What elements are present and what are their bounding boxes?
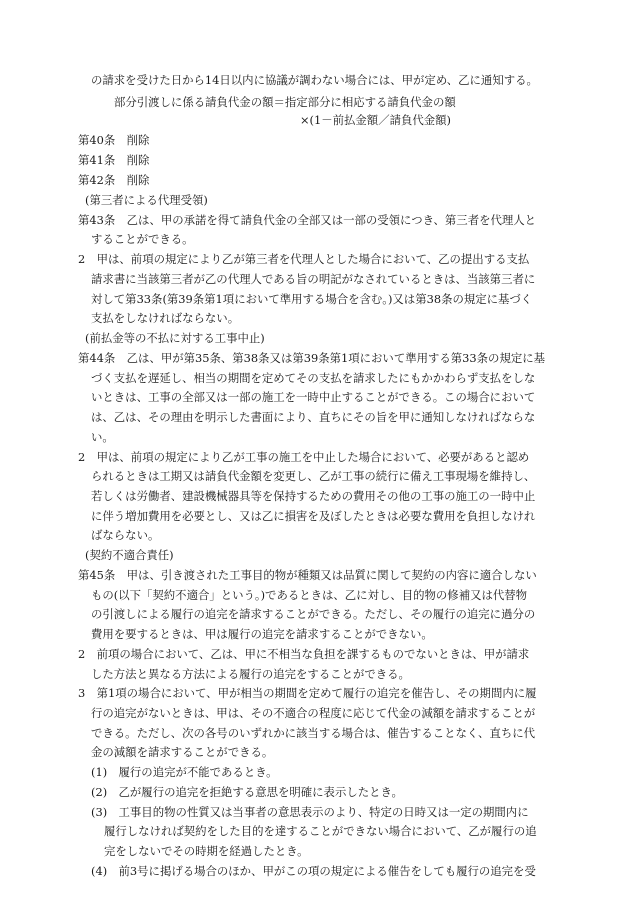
article-45-text: 行の追完がないときは、甲は、その不適合の程度に応じて代金の減額を請求することが: [91, 706, 536, 720]
article-45-text: もの(以下「契約不適合」という。)であるときは、乙に対し、目的物の修補又は代替物: [91, 588, 528, 602]
article-45-text: 費用を要するときは、甲は履行の追完を請求することができない。: [91, 627, 433, 641]
article-44-caption: (前払金等の不払に対する工事中止): [85, 331, 265, 345]
article-43-text: 対して第33条(第39条第1項において準用する場合を含む。)又は第38条の規定に基づく: [91, 292, 533, 306]
article-45-item: (1) 履行の追完が不能であるとき。: [91, 765, 278, 779]
article-44-text: られるときは工期又は請負代金額を変更し、乙が工事の続行に備え工事現場を維持し、: [91, 469, 536, 483]
article-40: 第40条 削除: [78, 133, 150, 147]
article-45-item: (3) 工事目的物の性質又は当事者の意思表示のより、特定の日時又は一定の期間内に: [91, 805, 529, 819]
article-45-item: (4) 前3号に掲げる場合のほか、甲がこの項の規定による催告をしても履行の追完を受: [91, 864, 536, 878]
article-43-text: 請求書に当該第三者が乙の代理人である旨の明記がなされているときは、当該第三者に: [91, 272, 536, 286]
article-45-caption: (契約不適合責任): [85, 548, 174, 562]
article-45-text: できる。ただし、次の各号のいずれかに該当する場合は、催告することなく、直ちに代: [91, 726, 536, 740]
article-41: 第41条 削除: [78, 153, 150, 167]
article-44-text: に伴う増加費用を必要とし、又は乙に損害を及ぼしたときは必要な費用を負担しなけれ: [91, 509, 536, 523]
article-44-text: づく支払を遅延し、相当の期間を定めてその支払を請求したにもかかわらず支払をしな: [91, 371, 536, 385]
article-44-text: い。: [91, 430, 114, 444]
article-45-item: 履行しなければ契約をした目的を達することができない場合において、乙が履行の追: [104, 824, 537, 838]
article-45-text: 3 第1項の場合において、甲が相当の期間を定めて履行の追完を催告し、その期間内に履: [78, 686, 537, 700]
article-45-text: 金の減額を請求することができる。: [91, 745, 274, 759]
article-44-text: 第44条 乙は、甲が第35条、第38条又は第39条第1項において準用する第33条の規定に基: [78, 351, 546, 365]
article-43-caption: (第三者による代理受領): [85, 193, 208, 207]
article-45-text: 2 前項の場合において、乙は、甲に不相当な負担を課するものでないときは、甲が請求: [78, 647, 530, 661]
article-44-text: 2 甲は、前項の規定により乙が工事の施工を中止した場合において、必要があると認め: [78, 450, 530, 464]
article-45-text: した方法と異なる方法による履行の追完をすることができる。: [91, 667, 410, 681]
article-42: 第42条 削除: [78, 173, 150, 187]
intro-line: の請求を受けた日から14日以内に協議が調わない場合には、甲が定め、乙に通知する。: [91, 73, 538, 87]
article-45-item: (2) 乙が履行の追完を拒絶する意思を明確に表示したとき。: [91, 785, 403, 799]
article-44-text: は、乙は、その理由を明示した書面により、直ちにその旨を甲に通知しなければならな: [91, 410, 536, 424]
article-44-text: 若しくは労働者、建設機械器具等を保持するための費用その他の工事の施工の一時中止: [91, 489, 536, 503]
article-43-text: 2 甲は、前項の規定により乙が第三者を代理人とした場合において、乙の提出する支払: [78, 252, 530, 266]
article-45-text: の引渡しによる履行の追完を請求することができる。ただし、その履行の追完に過分の: [91, 607, 536, 621]
article-43-text: 第43条 乙は、甲の承諾を得て請負代金の全部又は一部の受領につき、第三者を代理人と: [78, 213, 537, 227]
formula-line: 部分引渡しに係る請負代金の額＝指定部分に相応する請負代金の額: [114, 95, 456, 109]
article-45-text: 第45条 甲は、引き渡された工事目的物が種類又は品質に関して契約の内容に適合しない: [78, 568, 537, 582]
formula-line: ×(1－前払金額／請負代金額): [300, 113, 451, 127]
article-44-text: ばならない。: [91, 528, 160, 542]
article-44-text: いときは、工事の全部又は一部の施工を一時中止することができる。この場合において: [91, 390, 536, 404]
article-45-item: 完をしないでその時期を経過したとき。: [104, 844, 309, 858]
article-43-text: することができる。: [91, 232, 194, 246]
article-43-text: 支払をしなければならない。: [91, 311, 240, 325]
